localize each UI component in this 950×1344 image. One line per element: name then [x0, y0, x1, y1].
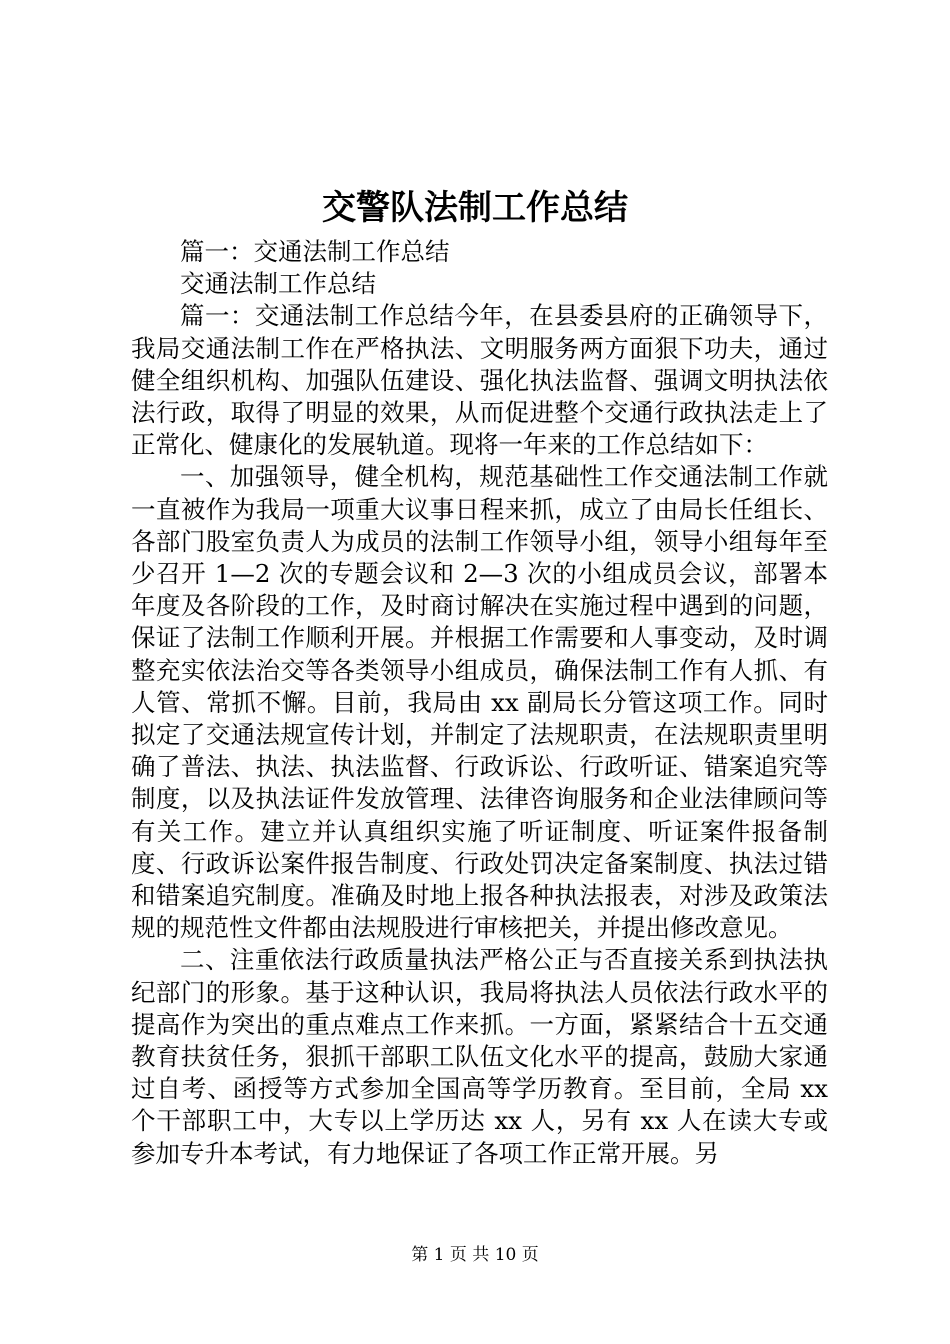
page-footer: 第 1 页 共 10 页 — [411, 1245, 539, 1265]
section-subheading: 交通法制工作总结 — [180, 269, 376, 299]
document-title: 交警队法制工作总结 — [322, 188, 628, 228]
body-paragraph: 一、加强领导，健全机构，规范基础性工作交通法制工作就一直被作为我局一项重大议事日程来抓，成立了由局长任组长、各部门股室负责人为成员的法制工作领导小组，领导小组每年至少召开 1—2 次的专题会议和 2—3 次的小组成员会议，部署本年度及各阶段的工作，及时商讨解决在实施过程中遇到的问题，保证了法制工作顺利开展。并根据工作需要和人事变动，及时调整充实依法治交等各类领导小组成员，确保法制工作有人抓、有人管、常抓不懈。目前，我局由 xx 副局长分管这项工作。同时拟定了交通法规宣传计划，并制定了法规职责，在法规职责里明确了普法、执法、执法监督、行政诉讼、行政听证、错案追究等制度，以及执法证件发放管理、法律咨询服务和企业法律顾问等有关工作。建立并认真组织实施了听证制度、听证案件报备制度、行政诉讼案件报告制度、行政处罚决定备案制度、执法过错和错案追究制度。准确及时地上报各种执法报表，对涉及政策法规的规范性文件都由法规股进行审核把关，并提出修改意见。 — [131, 462, 828, 943]
body-paragraph: 篇一：交通法制工作总结今年，在县委县府的正确领导下，我局交通法制工作在严格执法、文明服务两方面狠下功夫，通过健全组织机构、加强队伍建设、强化执法监督、强调文明执法依法行政，取得了明显的效果，从而促进整个交通行政执法走上了正常化、健康化的发展轨道。现将一年来的工作总结如下： — [131, 301, 828, 460]
body-paragraph: 二、注重依法行政质量执法严格公正与否直接关系到执法执纪部门的形象。基于这种认识，我局将执法人员依法行政水平的提高作为突出的重点难点工作来抓。一方面，紧紧结合十五交通教育扶贫任务，狠抓干部职工队伍文化水平的提高，鼓励大家通过自考、函授等方式参加全国高等学历教育。至目前，全局 xx 个干部职工中，大专以上学历达 xx 人，另有 xx 人在读大专或参加专升本考试，有力地保证了各项工作正常开展。另 — [131, 945, 828, 1168]
section-heading: 篇一：交通法制工作总结 — [180, 237, 450, 266]
document-body — [131, 236, 828, 1170]
